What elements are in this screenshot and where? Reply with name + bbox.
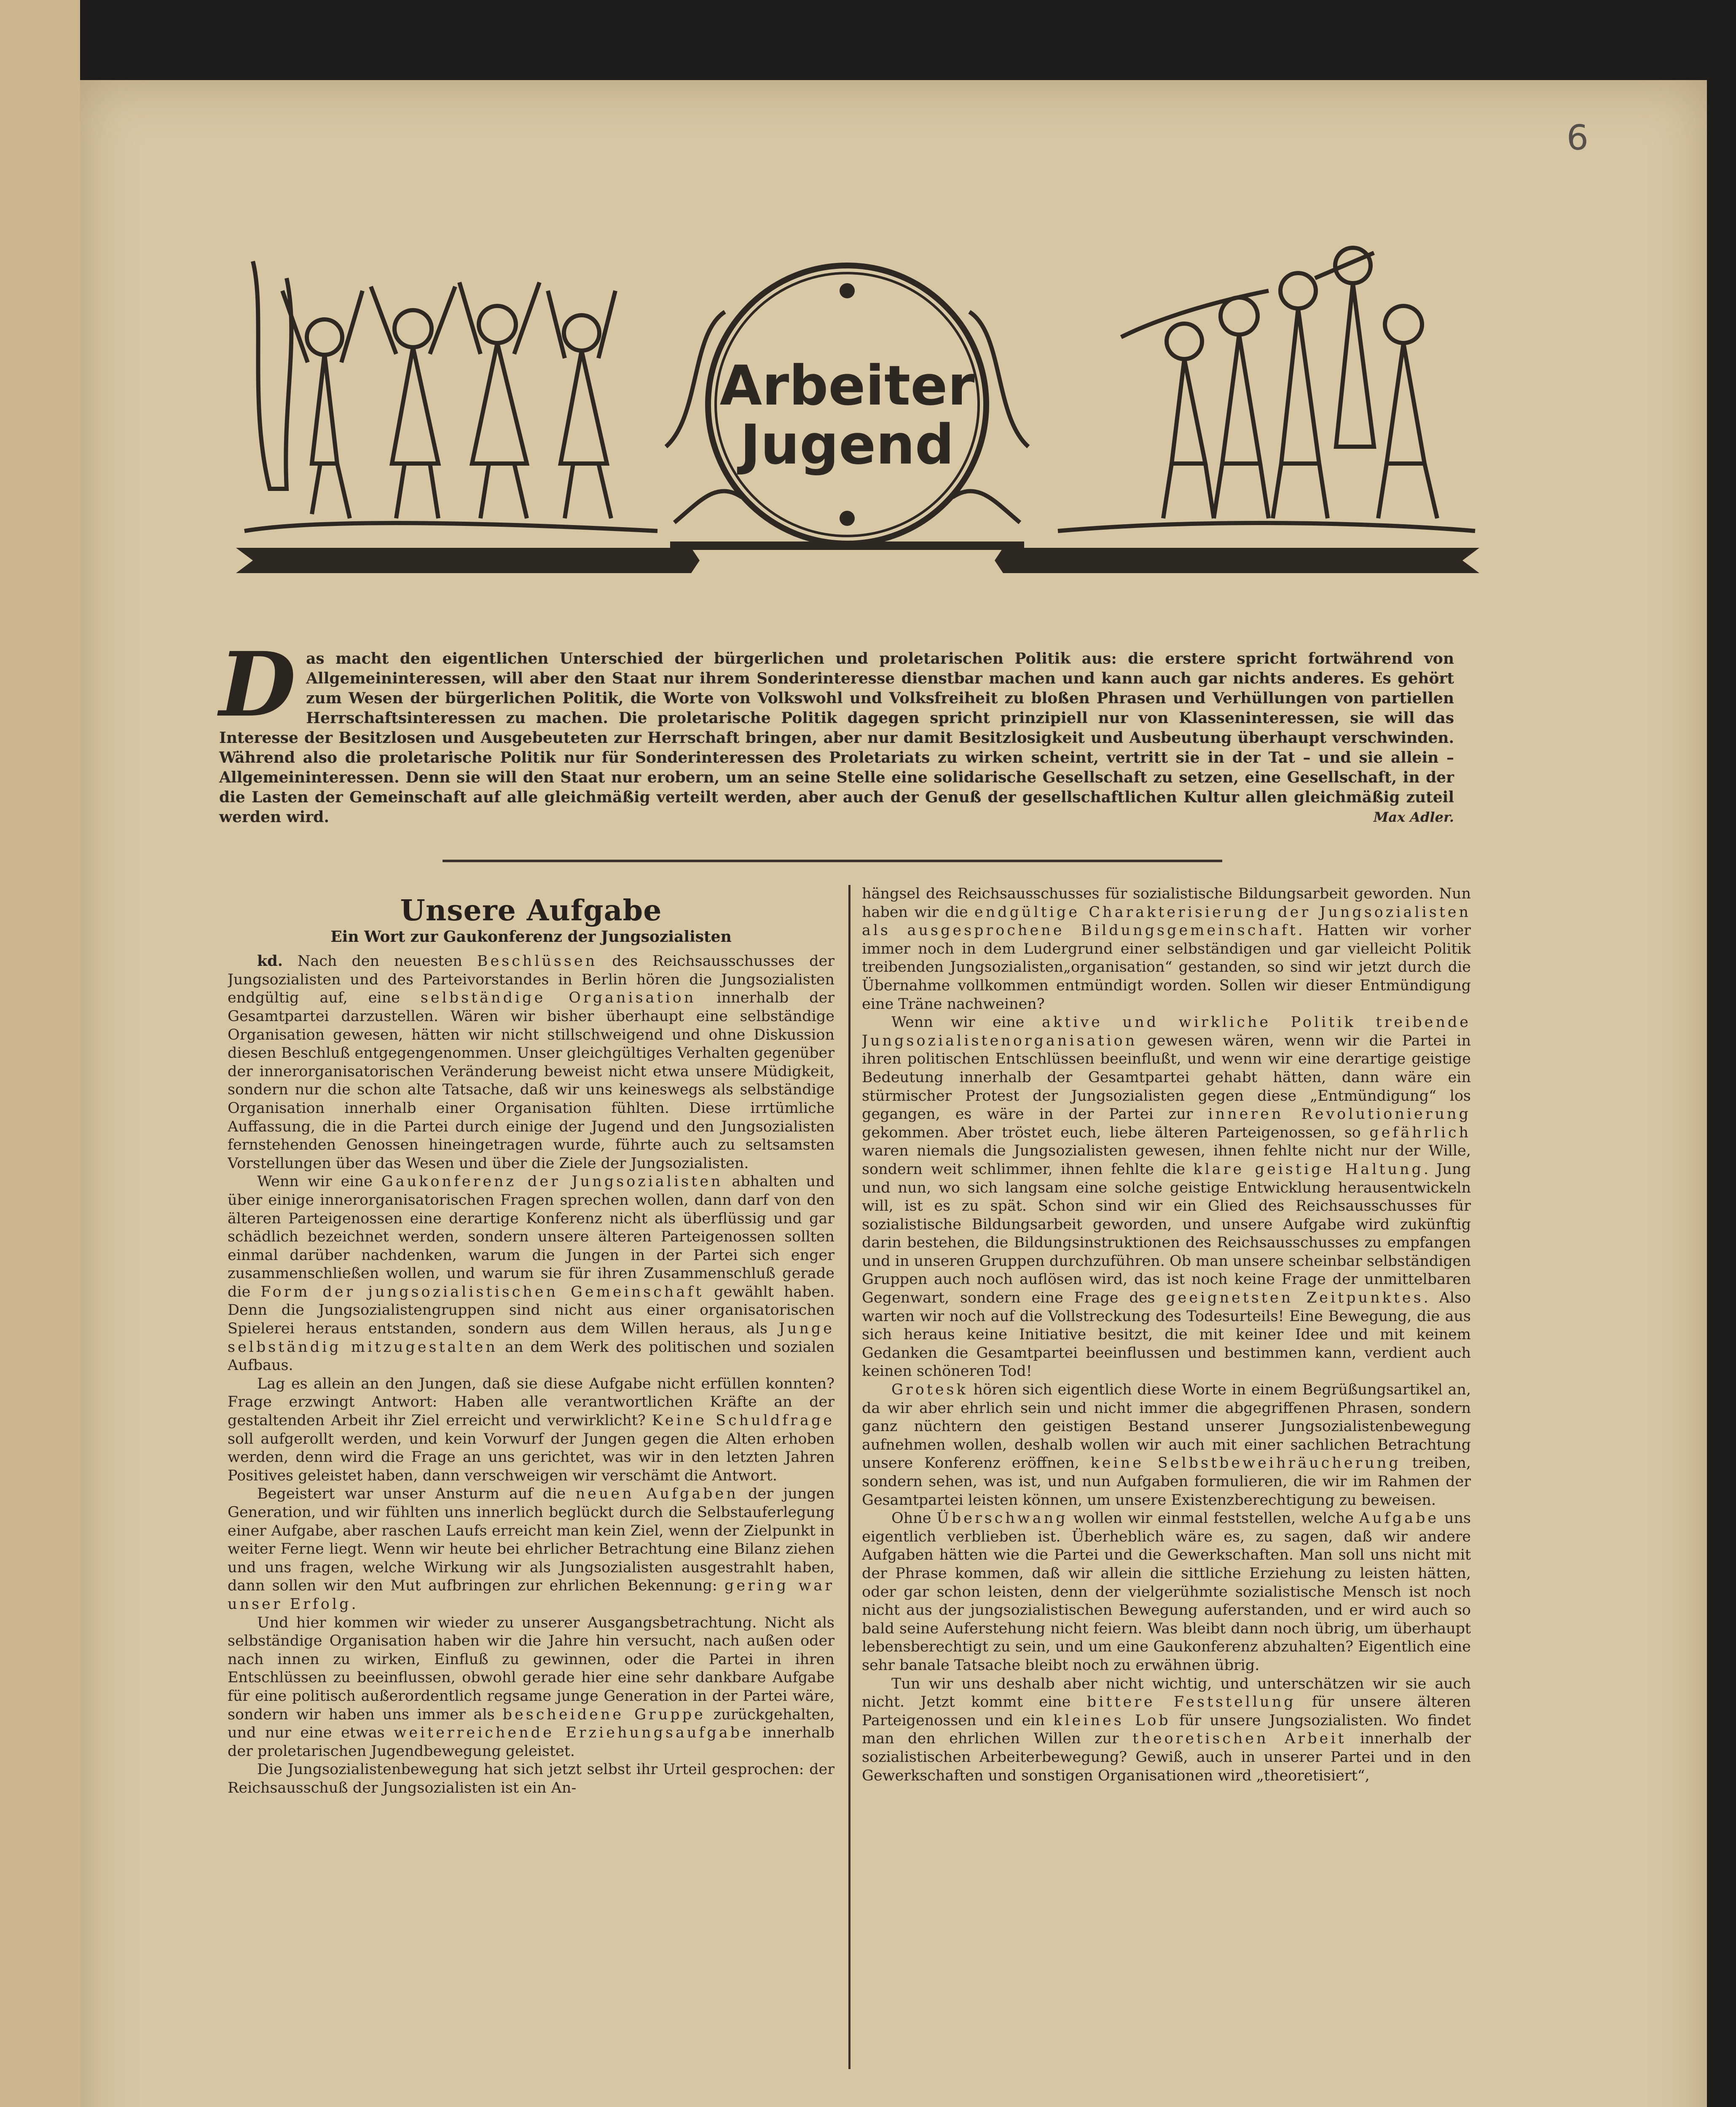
paragraph: Grotesk hören sich eigentlich diese Worte in einem Begrüßungsartikel an, da wir aber ehrlich sein und nicht immer die abgegriffenen Phrasen, sondern ganz nüchtern den geistigen Bestand unserer Jungsozialistenbewegung aufnehmen wollen, deshalb wollen wir auch mit einer sachlichen Betrachtung unsere Konferenz eröffnen, keine Selbstbeweihräucherung treiben, sondern sehen, was ist, und nun Aufgaben formulieren, die wir im Rahmen der Gesamtpartei leisten können, um unsere Existenzberechtigung zu beweisen. <box>862 1381 1471 1509</box>
paragraph: Die Jungsozialistenbewegung hat sich jetzt selbst ihr Urteil gesprochen: der Reichsausschuß der Jungsozialisten ist ein An- <box>228 1761 834 1796</box>
paragraph: Und hier kommen wir wieder zu unserer Ausgangsbetrachtung. Nicht als selbständige Organisation haben wir die Jahre hin versucht, nach außen oder nach innen zu wirken, Einfluß zu gewinnen, oder die Partei in ihren Entschlüssen zu beeinflussen, obwohl gerade hier eine sehr dankbare Aufgabe für eine politisch außerordentlich regsame junge Generation in der Partei wäre, sondern wir haben uns immer als bescheidene Gruppe zurückgehalten, und nur eine etwas weiterreichende Erziehungsaufgabe innerhalb der proletarischen Jugendbewegung geleistet. <box>228 1614 834 1760</box>
left-margin-strip <box>0 0 80 2107</box>
paragraph: Wenn wir eine aktive und wirkliche Politik treibende Jungsozialistenorganisation gewesen wären, wenn wir die Partei in ihren politischen Entschlüssen beeinflußt, und wenn wir eine derartige geistige Bedeutung innerhalb der Gesamtpartei gehabt hätten, dann wäre ein stürmischer Protest der Jungsozialisten gegen diese „Entmündigung“ los gegangen, es wäre in der Partei zur inneren Revolutionierung gekommen. Aber tröstet euch, liebe älteren Parteigenossen, so gefährlich waren niemals die Jungsozialisten gewesen, ihnen fehlte nicht nur der Wille, sondern weit schlimmer, ihnen fehlte die klare geistige Haltung. Jung und nun, wo sich langsam eine solche geistige Entwicklung herausentwickeln will, ist es zu spät. Schon sind wir ein Glied des Reichsausschusses für sozialistische Bildungsarbeit geworden, und unsere Aufgabe wird zukünftig darin bestehen, die Bildungsinstruktionen des Reichsausschusses zu empfangen und in unseren Gruppen durchzuführen. Ob man unsere scheinbar selbständigen Gruppen auch noch auflösen wird, das ist noch keine Frage der unmittelbaren Gegenwart, sondern eine Frage des geeignetsten Zeitpunktes. Also warten wir noch auf die Vollstreckung des Todesurteils! Eine Bewegung, die aus sich heraus keine Initiative besitzt, die mit keiner Idee und mit keinem Gedanken die Gesamtpartei beeinflussen und bestimmen kann, verdient auch keinen schöneren Tod! <box>862 1014 1471 1380</box>
paragraph: Begeistert war unser Ansturm auf die neuen Aufgaben der jungen Generation, und wir fühlten uns innerlich beglückt durch die Selbstauferlegung einer Aufgabe, aber raschen Laufs erreicht man kein Ziel, wenn der Zielpunkt in weiter Ferne liegt. Wenn wir heute bei ehrlicher Betrachtung eine Bilanz ziehen und uns fragen, welche Wirkung wir als Jungsozialisten ausgestrahlt haben, dann sollen wir den Mut aufbringen zur ehrlichen Bekennung: gering war unser Erfolg. <box>228 1485 834 1613</box>
masthead-title-line1: Arbeiter <box>719 354 975 418</box>
intro-quote <box>219 633 1454 851</box>
paragraph: Wenn wir eine Gaukonferenz der Jungsozialisten abhalten und über einige innerorganisatorischen Fragen sprechen wollen, dann darf von den älteren Parteigenossen eine derartige Konferenz nicht als überflüssig und gar schädlich bezeichnet werden, sondern unsere älteren Parteigenossen sollten einmal darüber nachdenken, warum die Jungen in der Partei sich enger zusammenschließen wollen, und warum sie für ihren Zusammenschluß gerade die Form der jungsozialistischen Gemeinschaft gewählt haben. Denn die Jungsozialistengruppen sind nicht aus einer organisatorischen Spielerei heraus entstanden, sondern aus dem Willen heraus, als Junge selbständig mitzugestalten an dem Werk des politischen und sozialen Aufbaus. <box>228 1173 834 1374</box>
article-title: Unsere Aufgabe <box>400 894 662 928</box>
paragraph: Tun wir uns deshalb aber nicht wichtig, und unterschätzen wir sie auch nicht. Jetzt kommt eine bittere Feststellung für unsere älteren Parteigenossen und ein kleines Lob für unsere Jungsozialisten. Wo findet man den ehrlichen Willen zur theoretischen Arbeit innerhalb der sozialistischen Arbeiterbewegung? Gewiß, auch in unserer Partei und in den Gewerkschaften und sonstigen Organisationen wird „theoretisiert“, <box>862 1675 1471 1784</box>
intro-dropcap: D <box>219 633 296 737</box>
intro-text: as macht den eigentlichen Unterschied der bürgerlichen und proletarischen Politik aus: die erstere spricht fortwährend von Allgemeininteressen, will aber den Staat nur ihrem Sonderinteresse dienstbar machen und kann auch gar nichts anderes. Es gehört zum Wesen der bürgerlichen Politik, die Worte von Volkswohl und Volksfreiheit zu bloßen Phrasen und Verhüllungen von partiellen Herrschaftsinteressen zu machen. Die proletarische Politik dagegen spricht prinzipiell nur von Klasseninteressen, sie will das Interesse der Besitzlosen und Ausgebeuteten zur Herrschaft bringen, aber nur damit Besitzlosigkeit und Ausbeutung überhaupt verschwinden. Während also die proletarische Politik nur für Sonderinteressen des Proletariats zu wirken scheint, vertritt sie in der Tat – und sie allein – Allgemeininteressen. Denn sie will den Staat nur erobern, um an seine Stelle eine solidarische Gesellschaft zu setzen, eine Gesellschaft, in der die Lasten der Gemeinschaft auf alle gleichmäßig verteilt werden, aber auch der Genuß der gesellschaftlichen Kultur allen gleichmäßig zuteil werden wird. <box>219 650 1454 826</box>
intro-author: Max Adler. <box>1373 809 1454 825</box>
paragraph: kd. Nach den neuesten Beschlüssen des Reichsausschusses der Jungsozialisten und des Parteivorstandes in Berlin hören die Jungsozialisten endgültig auf, eine selbständige Organisation innerhalb der Gesamtpartei darzustellen. Wären wir bisher überhaupt eine selbständige Organisation gewesen, hätten wir nicht stillschweigend und ohne Diskussion diesen Beschluß entgegengenommen. Unser gleichgültiges Verhalten gegenüber der innerorganisatorischen Veränderung beweist nicht etwa unsere Müdigkeit, sondern nur die schon alte Tatsache, daß wir uns keineswegs als selbständige Organisation innerhalb einer Organisation fühlten. Diese irrtümliche Auffassung, die in die Partei durch einige der Jugend und den Jungsozialisten fernstehenden Genossen hineingetragen wurde, führte auch zu seltsamsten Vorstellungen über das Wesen und über die Ziele der Jungsozialisten. <box>228 952 834 1172</box>
article-right-column <box>862 885 1471 2065</box>
masthead-illustration <box>236 228 1479 632</box>
paragraph: Ohne Überschwang wollen wir einmal feststellen, welche Aufgabe uns eigentlich verblieben ist. Überheblich wäre es, zu sagen, daß wir andere Aufgaben hätten wie die Partei und die Gewerkschaften. Man soll uns nicht mit der Phrase kommen, daß wir allein die sittliche Erziehung zu leisten hätten, oder gar schon leisten, denn der vielgerühmte sozialistische Mensch ist noch nicht aus der jungsozialistischen Bewegung auferstanden, und er wird auch so bald seine Auferstehung nicht feiern. Was bleibt dann noch übrig, um überhaupt lebensberechtigt zu sein, und um eine Gaukonferenz abzuhalten? Eigentlich eine sehr banale Tatsache bleibt noch zu erwähnen übrig. <box>862 1510 1471 1674</box>
column-divider <box>848 885 851 2069</box>
masthead-banner <box>236 541 1479 573</box>
paragraph: Lag es allein an den Jungen, daß sie diese Aufgabe nicht erfüllen konnten? Frage erzwingt Antwort: Haben alle verantwortlichen Kräfte an der gestaltenden Arbeit ihr Ziel erreicht und verwirklicht? Keine Schuldfrage soll aufgerollt werden, und kein Vorwurf der Jungen gegen die Alten erhoben werden, denn wird die Frage an uns gerichtet, was wir in den letzten Jahren Positives geleistet haben, dann verschweigen wir verschämt die Antwort. <box>228 1375 834 1484</box>
section-divider <box>443 860 1222 862</box>
page-number: 6 <box>1566 118 1588 158</box>
article-subtitle: Ein Wort zur Gaukonferenz der Jungsozialisten <box>330 928 732 946</box>
article-left-column <box>228 889 834 2069</box>
youths-right-illustration <box>1058 248 1475 531</box>
paragraph: hängsel des Reichsausschusses für sozialistische Bildungsarbeit geworden. Nun haben wir die endgültige Charakterisierung der Jungsozialisten als ausgesprochene Bildungsgemeinschaft. Hatten wir vorher immer noch in dem Ludergrund einer selbständigen und gar vielleicht Politik treibenden Jungsozialisten„organisation“ gestanden, so sind wir jetzt durch die Übernahme vollkommen entmündigt worden. Sollen wir dieser Entmündigung eine Träne nachweinen? <box>862 885 1471 1013</box>
masthead-title-line2: Jugend <box>740 413 954 477</box>
dancers-left-illustration <box>244 261 657 531</box>
